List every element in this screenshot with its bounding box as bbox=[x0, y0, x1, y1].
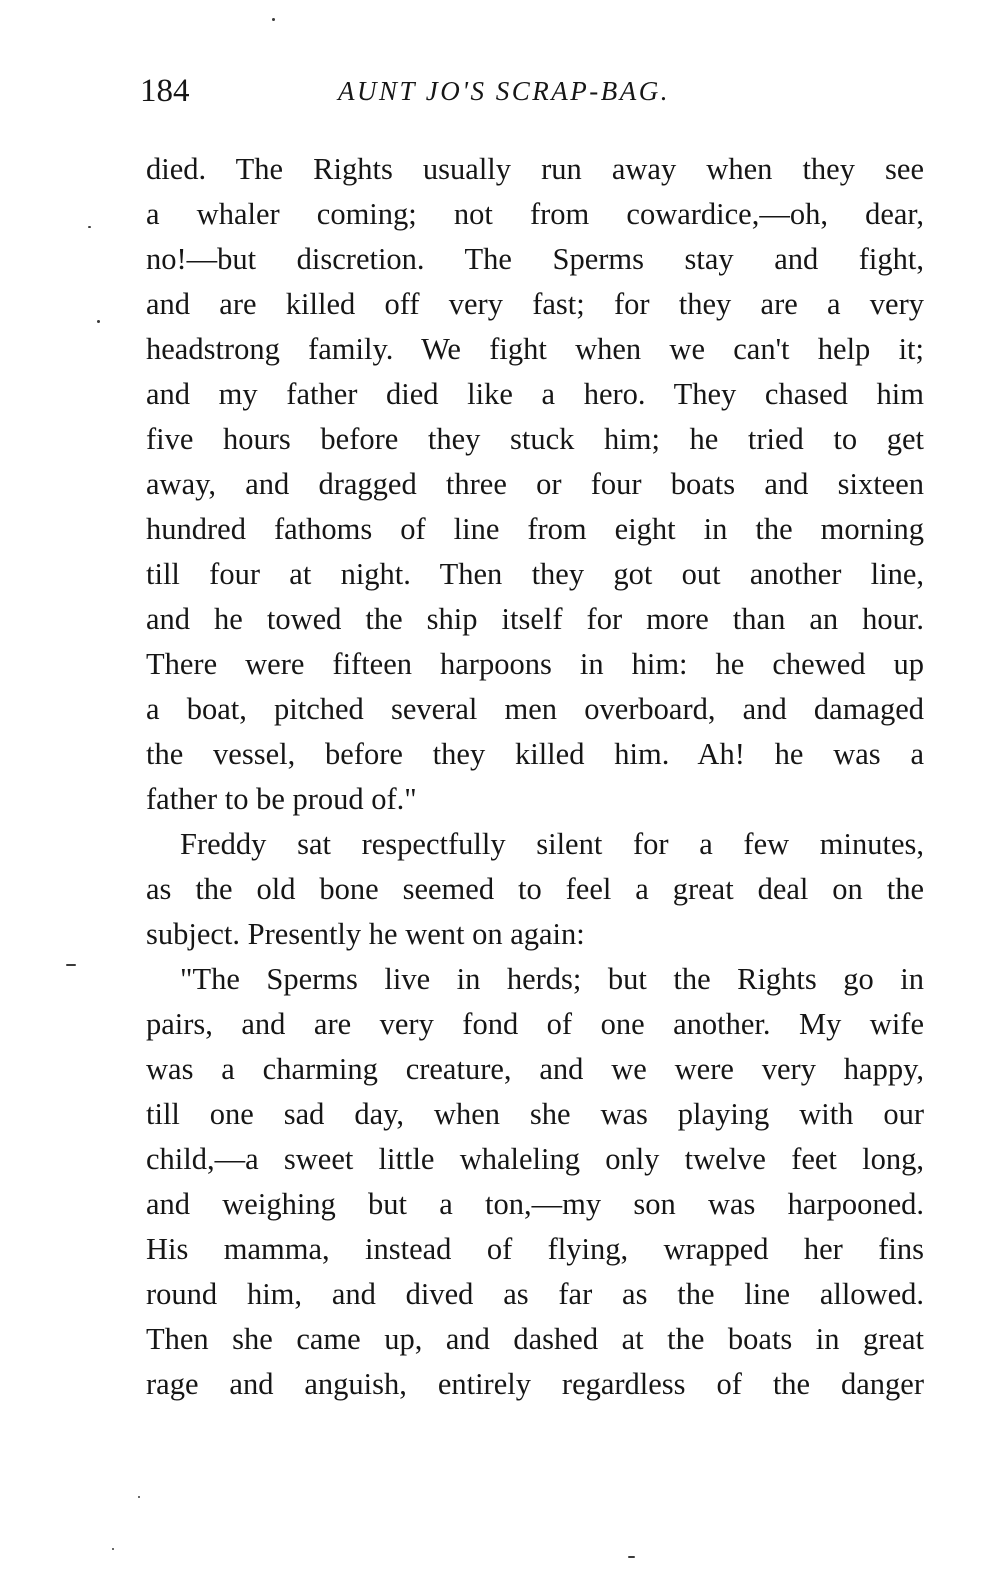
text-line: round him, and dived as far as the line allowed. bbox=[146, 1277, 924, 1311]
text-line: headstrong family. We fight when we can't help it; bbox=[146, 332, 924, 366]
running-head bbox=[140, 66, 930, 116]
text-line: His mamma, instead of flying, wrapped her fins bbox=[146, 1232, 924, 1266]
scan-speck bbox=[272, 18, 275, 21]
text-line: a whaler coming; not from cowardice,—oh, dear, bbox=[146, 197, 924, 231]
text-line: Then she came up, and dashed at the boats in great bbox=[146, 1322, 924, 1356]
body-text bbox=[146, 147, 924, 1407]
scan-speck bbox=[97, 320, 100, 323]
text-line: till four at night. Then they got out another line, bbox=[146, 557, 924, 591]
text-line: "The Sperms live in herds; but the Rights go in bbox=[180, 962, 924, 996]
scan-speck bbox=[88, 226, 91, 228]
page-number: 184 bbox=[140, 73, 190, 109]
text-line: father to be proud of." bbox=[146, 782, 417, 816]
text-line: died. The Rights usually run away when they see bbox=[146, 152, 924, 186]
scan-speck bbox=[138, 1496, 140, 1498]
text-line: the vessel, before they killed him. Ah! he was a bbox=[146, 737, 924, 771]
text-line: rage and anguish, entirely regardless of the danger bbox=[146, 1367, 924, 1401]
scan-speck bbox=[112, 1548, 114, 1550]
text-line: a boat, pitched several men overboard, and damaged bbox=[146, 692, 924, 726]
text-line: and are killed off very fast; for they are a very bbox=[146, 287, 924, 321]
scan-speck bbox=[66, 964, 76, 966]
scan-speck bbox=[628, 1556, 635, 1558]
text-line: hundred fathoms of line from eight in the morning bbox=[146, 512, 924, 546]
text-line: Freddy sat respectfully silent for a few minutes, bbox=[180, 827, 924, 861]
text-line: There were fifteen harpoons in him: he chewed up bbox=[146, 647, 924, 681]
text-line: child,—a sweet little whaleling only twelve feet long, bbox=[146, 1142, 924, 1176]
text-line: and weighing but a ton,—my son was harpooned. bbox=[146, 1187, 924, 1221]
text-line: and he towed the ship itself for more than an hour. bbox=[146, 602, 924, 636]
text-line: subject. Presently he went on again: bbox=[146, 917, 585, 951]
text-line: and my father died like a hero. They chased him bbox=[146, 377, 924, 411]
text-line: was a charming creature, and we were very happy, bbox=[146, 1052, 924, 1086]
text-line: till one sad day, when she was playing with our bbox=[146, 1097, 924, 1131]
text-line: pairs, and are very fond of one another. My wife bbox=[146, 1007, 924, 1041]
running-title: AUNT JO'S SCRAP-BAG. bbox=[338, 76, 670, 106]
text-line: as the old bone seemed to feel a great deal on the bbox=[146, 872, 924, 906]
text-line: five hours before they stuck him; he tried to get bbox=[146, 422, 924, 456]
text-line: away, and dragged three or four boats and sixteen bbox=[146, 467, 924, 501]
text-line: no!—but discretion. The Sperms stay and fight, bbox=[146, 242, 924, 276]
